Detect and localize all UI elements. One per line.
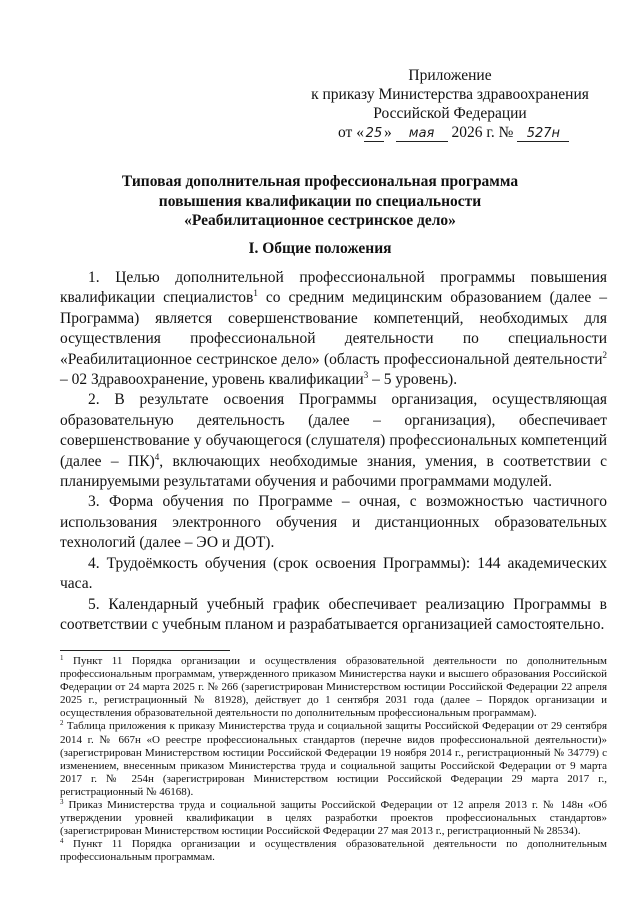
annex-line-country: Российской Федерации	[373, 105, 527, 122]
footnote-3	[60, 799, 607, 838]
handwritten-day: 25	[365, 126, 383, 141]
footnote-ref-3[interactable]: 3	[363, 370, 369, 381]
footnotes	[60, 655, 607, 865]
annex-header	[300, 66, 600, 123]
p2-text-a: 2. В результате освоения Программы организация, осуществляющая образовательную деятельность (далее – организация), обеспечивает совершенствование у обучающегося (слушателя) профессиональных компетенций (далее – ПК)	[60, 391, 607, 470]
order-date-line	[338, 124, 569, 142]
section-heading: I. Общие положения	[248, 240, 392, 257]
p1-text-d: – 5 уровень).	[368, 371, 458, 389]
footnote-separator	[60, 650, 230, 651]
footnote-ref-2[interactable]: 2	[602, 349, 607, 360]
p2-text-b: , включающих необходимые знания, умения, в соответствии с планируемыми результатами обучения и рабочими программами модулей.	[60, 452, 607, 491]
document-title	[60, 172, 580, 231]
footnote-text: Пункт 11 Порядка организации и осуществления образовательной деятельности по дополнительным профессиональным программам.	[60, 838, 607, 864]
paragraph-1	[60, 268, 607, 390]
paragraph-2	[60, 390, 607, 492]
footnote-1	[60, 655, 607, 720]
footnote-text: Пункт 11 Порядка организации и осуществления образовательной деятельности по дополнительным профессиональным программам, утвержденного приказом Министерства науки и высшего образования Российской Федерации от 24 марта 2025 г. № 266 (зарегистрирован Министерством юстиции Российской Федерации 22 апреля 2025 г., регистрационный № 81928), действует до 1 сентября 2031 года (далее – Порядок организации и осуществления образовательной деятельности по дополнительным профессиональным программам).	[60, 655, 607, 720]
title-line-3: «Реабилитационное сестринское дело»	[184, 212, 456, 229]
handwritten-order-number: 527н	[517, 127, 569, 142]
date-year: 2026 г. №	[451, 124, 514, 141]
footnote-ref-4[interactable]: 4	[154, 451, 160, 462]
handwritten-month: мая	[396, 127, 448, 142]
footnote-4	[60, 838, 607, 864]
paragraph-4: 4. Трудоёмкость обучения (срок освоения Программы): 144 академических часа.	[60, 554, 607, 593]
footnote-2	[60, 720, 607, 799]
date-prefix: от «	[338, 124, 364, 141]
paragraph-3: 3. Форма обучения по Программе – очная, с возможностью частичного использования электронного обучения и дистанционных образовательных технологий (далее – ЭО и ДОТ).	[60, 493, 607, 552]
footnote-mark: 4	[60, 837, 64, 846]
title-line-2: повышения квалификации по специальности	[158, 192, 482, 210]
annex-line-ministry: к приказу Министерства здравоохранения	[311, 86, 589, 103]
footnote-mark: 3	[60, 798, 64, 807]
annex-label: Приложение	[408, 67, 492, 84]
p1-text-b: со средним медицинским образованием (далее – Программа) является совершенствование компетенций, необходимых для осуществления профессиональной деятельности по специальности «Реабилитационное сестринское дело» (область профессиональной деятельности	[60, 289, 607, 368]
footnote-mark: 2	[60, 719, 64, 728]
footnote-mark: 1	[60, 654, 64, 662]
title-line-1: Типовая дополнительная профессиональная программа	[121, 173, 519, 190]
p1-text-c: – 02 Здравоохранение, уровень квалификации	[60, 371, 364, 389]
p1-text-a: 1. Целью дополнительной профессиональной программы повышения квалификации специалистов	[60, 269, 607, 307]
section-body	[60, 268, 607, 635]
footnote-text: Таблица приложения к приказу Министерства труда и социальной защиты Российской Федерации от 29 сентября 2014 г. № 667н «О реестре профессиональных стандартов (перечне видов профессиональной деятельности)» (зарегистрирован Министерством юстиции Российской Федерации 19 ноября 2014 г., регистрационный № 34779) с изменением, внесенным приказом Министерства труда и социальной защиты Российской Федерации от 9 марта 2017 г. № 254н (зарегистрирован Министерством юстиции Российской Федерации 29 марта 2017 г., регистрационный № 46168).	[60, 720, 608, 798]
footnote-text: Приказ Министерства труда и социальной защиты Российской Федерации от 12 апреля 2013 г. № 148н «Об утверждении уровней квалификации в целях разработки проектов профессиональных стандартов» (зарегистрирован Министерством юстиции Российской Федерации 27 мая 2013 г., регистрационный № 28534).	[60, 799, 608, 838]
paragraph-5: 5. Календарный учебный график обеспечивает реализацию Программы в соответствии с учебным планом и разрабатывается организацией самостоятельно.	[60, 595, 607, 633]
date-close-quote: »	[383, 124, 392, 141]
footnote-ref-1[interactable]: 1	[253, 288, 258, 299]
